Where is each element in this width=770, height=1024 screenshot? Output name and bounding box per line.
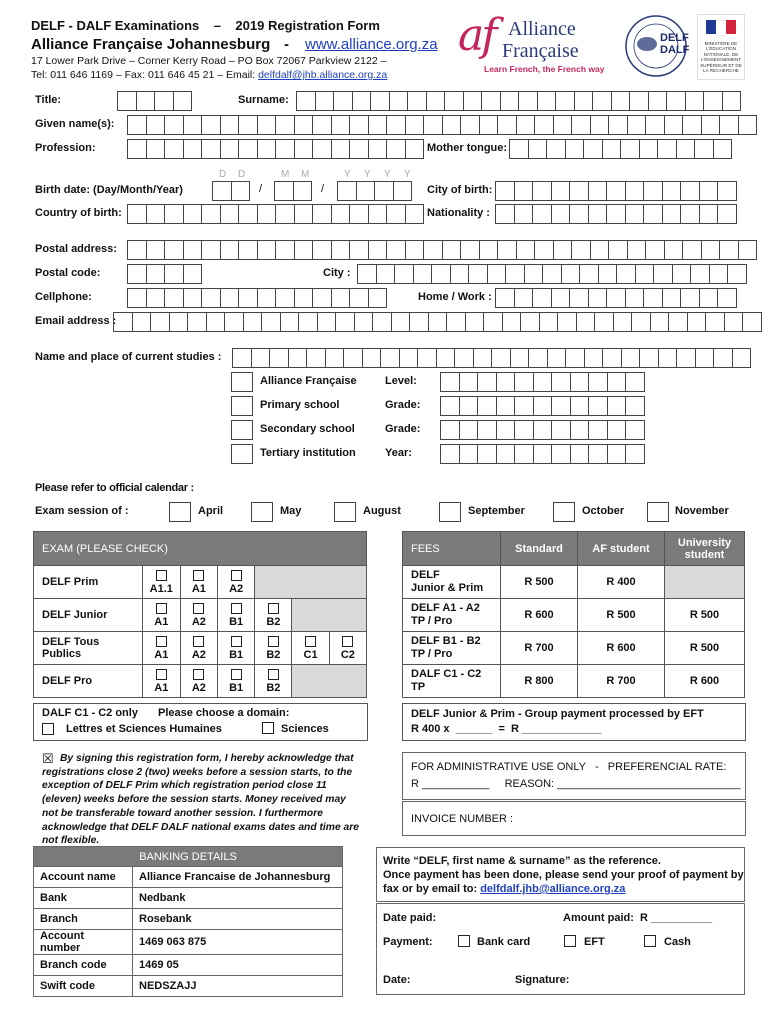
study-secondary-grade-boxes[interactable] <box>440 420 645 439</box>
checkbox-icon[interactable] <box>342 636 353 647</box>
exam-row-label: DELF Tous Publics <box>34 632 143 665</box>
fees-row-label: DELF A1 - A2 TP / Pro <box>403 599 501 632</box>
bank-row <box>34 955 343 976</box>
postal-address-label: Postal address: <box>35 243 117 255</box>
level-label: C2 <box>340 649 355 661</box>
home-work-label: Home / Work : <box>418 291 492 303</box>
level-label: A2 <box>191 649 206 661</box>
study-secondary-grade-label: Grade: <box>385 423 421 435</box>
cellphone-boxes[interactable] <box>127 288 387 307</box>
study-af-level-boxes[interactable] <box>440 372 645 391</box>
domain-lettres-label: Lettres et Sciences Humaines <box>66 723 222 735</box>
exam-pro-b1-cell[interactable] <box>218 665 255 698</box>
exam-na-cell <box>255 566 367 599</box>
session-november-label: November <box>675 505 729 517</box>
title-boxes[interactable] <box>117 91 192 110</box>
level-label: A1 <box>154 649 169 661</box>
fees-header-standard: Standard <box>501 532 578 566</box>
exam-junior-b2-cell[interactable] <box>255 599 292 632</box>
bank-row <box>34 888 343 909</box>
domain-prompt: Please choose a domain: <box>158 707 290 719</box>
level-label: A1 <box>154 616 169 628</box>
bank-key: Branch <box>34 909 133 930</box>
session-november-checkbox[interactable] <box>647 502 669 522</box>
delf-seal-text-2: DALF <box>660 44 690 56</box>
mother-tongue-label: Mother tongue: <box>427 142 508 154</box>
month-hint-2: M <box>301 169 310 180</box>
checkbox-icon[interactable] <box>193 570 204 581</box>
exam-pro-a1-cell[interactable] <box>142 665 180 698</box>
level-label: B1 <box>229 649 244 661</box>
level-label: A2 <box>191 616 206 628</box>
city-boxes[interactable] <box>357 264 747 283</box>
study-secondary-checkbox[interactable] <box>231 420 253 440</box>
domain-lettres-checkbox[interactable] <box>42 723 54 735</box>
group-note-2: R 400 x ______ = R _____________ <box>411 723 602 735</box>
study-tertiary-year-boxes[interactable] <box>440 444 645 463</box>
admin-line-1: FOR ADMINISTRATIVE USE ONLY - PREFERENCIAL RATE: <box>411 761 727 773</box>
checkbox-icon[interactable] <box>305 636 316 647</box>
session-august-label: August <box>363 505 401 517</box>
exam-tp-b1-cell[interactable] <box>218 632 255 665</box>
exam-row-junior <box>34 599 367 632</box>
signature-label: Signature: <box>515 974 570 986</box>
exam-row-label: DELF Pro <box>34 665 143 698</box>
city-label: City : <box>323 267 351 279</box>
pay-eft-checkbox[interactable] <box>564 935 576 947</box>
email-boxes[interactable] <box>113 312 762 331</box>
payment-box <box>376 903 745 995</box>
level-label: B2 <box>266 682 281 694</box>
surname-label: Surname: <box>238 94 289 106</box>
reference-email-link[interactable]: delfdalf.jhb@alliance.org.za <box>480 883 626 895</box>
exam-table-header: EXAM (PLEASE CHECK) <box>34 532 367 566</box>
form-title: DELF - DALF Examinations – 2019 Registration Form <box>31 18 380 33</box>
bank-value: Alliance Francaise de Johannesburg <box>133 867 343 888</box>
profession-boxes[interactable] <box>127 139 424 158</box>
ack-checkbox-checked-icon[interactable]: ☒ <box>42 751 54 766</box>
checkbox-icon[interactable] <box>231 570 242 581</box>
nationality-boxes[interactable] <box>495 204 737 223</box>
exam-prim-a1-cell[interactable] <box>180 566 217 599</box>
af-name-1: Alliance <box>508 18 576 40</box>
study-tertiary-label: Tertiary institution <box>260 447 356 459</box>
surname-boxes[interactable] <box>296 91 741 110</box>
fees-uni: R 600 <box>665 665 745 698</box>
day-hint-1: D <box>219 169 227 180</box>
fees-header-af: AF student <box>578 532 665 566</box>
email-label: Email address : <box>35 315 117 327</box>
fees-standard: R 700 <box>501 632 578 665</box>
city-of-birth-label: City of birth: <box>427 184 493 196</box>
country-of-birth-boxes[interactable] <box>127 204 424 223</box>
level-label: C1 <box>303 649 318 661</box>
contact-email-link[interactable]: delfdalf@jhb.alliance.org.za <box>258 69 388 81</box>
bank-row <box>34 909 343 930</box>
exam-tp-c2-cell[interactable] <box>329 632 366 665</box>
checkbox-icon[interactable] <box>231 636 242 647</box>
republique-francaise-icon <box>697 14 745 80</box>
exam-tp-b2-cell[interactable] <box>255 632 292 665</box>
study-primary-checkbox[interactable] <box>231 396 253 416</box>
checkbox-icon[interactable] <box>156 570 167 581</box>
month-hint-1: M <box>281 169 290 180</box>
date-label: Date: <box>383 974 411 986</box>
country-of-birth-label: Country of birth: <box>35 207 122 219</box>
pay-bank-card-checkbox[interactable] <box>458 935 470 947</box>
fees-uni: R 500 <box>665 599 745 632</box>
study-af-label: Alliance Française <box>260 375 357 387</box>
bank-key: Swift code <box>34 976 133 997</box>
exam-row-label: DELF Prim <box>34 566 143 599</box>
exam-session-label: Exam session of : <box>35 505 129 517</box>
session-april-label: April <box>198 505 224 517</box>
exam-junior-a1-cell[interactable] <box>142 599 180 632</box>
study-primary-grade-boxes[interactable] <box>440 396 645 415</box>
af-tagline: Learn French, the French way <box>484 64 605 74</box>
address-line: 17 Lower Park Drive – Corner Kerry Road – PO Box 72067 Parkview 2122 – <box>31 55 387 67</box>
exam-na-cell <box>292 665 367 698</box>
exam-junior-b1-cell[interactable] <box>218 599 255 632</box>
checkbox-icon[interactable] <box>193 603 204 614</box>
bank-value: NEDSZAJJ <box>133 976 343 997</box>
mother-tongue-boxes[interactable] <box>509 139 732 158</box>
date-paid-label: Date paid: <box>383 912 437 924</box>
fees-row-label: DELF B1 - B2 TP / Pro <box>403 632 501 665</box>
exam-pro-b2-cell[interactable] <box>255 665 292 698</box>
checkbox-icon[interactable] <box>231 603 242 614</box>
session-april-checkbox[interactable] <box>169 502 191 522</box>
bank-row <box>34 867 343 888</box>
session-october-label: October <box>582 505 625 517</box>
level-label: A1.1 <box>149 583 173 595</box>
fees-header-uni: University student <box>665 532 745 566</box>
website-link[interactable]: www.alliance.org.za <box>305 36 438 53</box>
study-tertiary-checkbox[interactable] <box>231 444 253 464</box>
exam-prim-a11-cell[interactable] <box>142 566 180 599</box>
fees-row <box>403 665 745 698</box>
payment-label: Payment: <box>383 936 433 948</box>
birth-date-label: Birth date: (Day/Month/Year) <box>35 184 183 196</box>
session-september-checkbox[interactable] <box>439 502 461 522</box>
checkbox-icon[interactable] <box>193 669 204 680</box>
reference-line-1: Write “DELF, first name & surname” as the reference. <box>383 855 661 867</box>
fees-row <box>403 566 745 599</box>
invoice-label: INVOICE NUMBER : <box>411 813 514 825</box>
profession-label: Profession: <box>35 142 96 154</box>
checkbox-icon[interactable] <box>193 636 204 647</box>
exam-row-pro <box>34 665 367 698</box>
exam-row-tous-publics <box>34 632 367 665</box>
reference-line-2: Once payment has been done, please send your proof of payment by <box>383 869 744 881</box>
domain-sciences-checkbox[interactable] <box>262 722 274 734</box>
postal-address-boxes[interactable] <box>127 240 757 259</box>
header-dash: - <box>284 36 289 53</box>
pay-bank-card-label: Bank card <box>477 936 531 948</box>
checkbox-icon[interactable] <box>268 669 279 680</box>
year-hint-2: Y <box>364 169 371 180</box>
level-label: A1 <box>191 583 206 595</box>
fees-af: R 700 <box>578 665 665 698</box>
fees-standard: R 600 <box>501 599 578 632</box>
domain-sciences-label: Sciences <box>281 723 329 735</box>
given-names-boxes[interactable] <box>127 115 757 134</box>
exam-tp-c1-cell[interactable] <box>292 632 329 665</box>
admin-box <box>402 752 746 800</box>
fees-row-label: DELF Junior & Prim <box>403 566 501 599</box>
birth-year-boxes[interactable] <box>337 181 412 200</box>
session-october-checkbox[interactable] <box>553 502 575 522</box>
level-label: B1 <box>229 682 244 694</box>
birth-day-boxes[interactable] <box>212 181 250 200</box>
date-slash-1: / <box>259 183 263 195</box>
exam-row-prim <box>34 566 367 599</box>
current-studies-label: Name and place of current studies : <box>35 351 222 363</box>
af-logo-icon <box>458 10 606 76</box>
checkbox-icon[interactable] <box>231 669 242 680</box>
af-name-2: Française <box>502 40 579 62</box>
birth-month-boxes[interactable] <box>274 181 312 200</box>
study-tertiary-year-label: Year: <box>385 447 412 459</box>
exam-tp-a2-cell[interactable] <box>180 632 217 665</box>
fees-row <box>403 599 745 632</box>
level-label: B2 <box>266 649 281 661</box>
bank-key: Account number <box>34 930 133 955</box>
bank-value: Rosebank <box>133 909 343 930</box>
fees-header: FEES <box>403 532 501 566</box>
reference-box <box>376 847 745 902</box>
checkbox-icon[interactable] <box>156 669 167 680</box>
bank-key: Account name <box>34 867 133 888</box>
postal-code-label: Postal code: <box>35 267 101 279</box>
session-may-label: May <box>280 505 302 517</box>
af-mark: af <box>458 10 495 61</box>
pay-cash-label: Cash <box>664 936 691 948</box>
bank-key: Bank <box>34 888 133 909</box>
study-secondary-label: Secondary school <box>260 423 355 435</box>
checkbox-icon[interactable] <box>268 636 279 647</box>
invoice-box <box>402 801 746 836</box>
year-hint-1: Y <box>344 169 351 180</box>
fees-standard: R 500 <box>501 566 578 599</box>
acknowledgement-text: By signing this registration form, I hereby acknowledge that registrations close 2 (two) weeks before a session starts, to the exception of DELF Prim which registration period close 11 (eleven) weeks before the session starts. Money received may not be transferable toward another session. I furthermore acknowledge that DELF DALF national exams dates and time are not flexible. <box>42 753 359 847</box>
french-flag-icon <box>706 20 736 34</box>
session-may-checkbox[interactable] <box>251 502 273 522</box>
bank-value: 1469 05 <box>133 955 343 976</box>
fees-uni <box>665 566 745 599</box>
fees-row <box>403 632 745 665</box>
study-af-level-label: Level: <box>385 375 417 387</box>
level-label: B2 <box>266 616 281 628</box>
bank-value: 1469 063 875 <box>133 930 343 955</box>
admin-line-2: R ___________ REASON: ______________________________ <box>411 778 741 790</box>
day-hint-2: D <box>238 169 246 180</box>
fees-table <box>402 531 745 698</box>
delf-dalf-seal-icon <box>620 14 692 78</box>
session-august-checkbox[interactable] <box>334 502 356 522</box>
study-af-checkbox[interactable] <box>231 372 253 392</box>
current-studies-boxes[interactable] <box>232 348 751 367</box>
level-label: B1 <box>229 616 244 628</box>
date-slash-2: / <box>321 183 325 195</box>
nationality-label: Nationality : <box>427 207 490 219</box>
fees-af: R 500 <box>578 599 665 632</box>
checkbox-icon[interactable] <box>156 603 167 614</box>
banking-header: BANKING DETAILS <box>34 847 343 867</box>
level-label: A1 <box>154 682 169 694</box>
fees-uni: R 500 <box>665 632 745 665</box>
group-payment-box <box>402 703 746 741</box>
reference-line-3 <box>383 883 625 895</box>
postal-code-boxes[interactable] <box>127 264 202 283</box>
banking-table <box>33 846 343 997</box>
home-work-boxes[interactable] <box>495 288 737 307</box>
reference-line-3-text: fax or by email to: <box>383 883 481 895</box>
exam-row-label: DELF Junior <box>34 599 143 632</box>
given-names-label: Given name(s): <box>35 118 115 130</box>
study-primary-label: Primary school <box>260 399 340 411</box>
city-of-birth-boxes[interactable] <box>495 181 737 200</box>
year-hint-4: Y <box>404 169 411 180</box>
dalf-domain-box <box>33 703 368 741</box>
cellphone-label: Cellphone: <box>35 291 92 303</box>
exam-tp-a1-cell[interactable] <box>142 632 180 665</box>
fees-af: R 400 <box>578 566 665 599</box>
ministry-text: MINISTÈRE DE L'ÉDUCATION NATIONALE, DE L'ENSEIGNEMENT SUPÉRIEUR ET DE LA RECHERCHE <box>700 41 742 74</box>
level-label: A2 <box>191 682 206 694</box>
fees-standard: R 800 <box>501 665 578 698</box>
dalf-note: DALF C1 - C2 only <box>42 707 138 719</box>
fees-row-label: DALF C1 - C2 TP <box>403 665 501 698</box>
delf-seal-text-1: DELF <box>660 32 689 44</box>
calendar-note: Please refer to official calendar : <box>35 482 194 494</box>
exam-junior-a2-cell[interactable] <box>180 599 217 632</box>
checkbox-icon[interactable] <box>268 603 279 614</box>
exam-table <box>33 531 367 698</box>
level-label: A2 <box>229 583 244 595</box>
session-september-label: September <box>468 505 525 517</box>
group-note-1: DELF Junior & Prim - Group payment processed by EFT <box>411 708 704 720</box>
org-name: Alliance Française Johannesburg <box>31 36 271 53</box>
bank-row <box>34 930 343 955</box>
exam-prim-a2-cell[interactable] <box>218 566 255 599</box>
pay-cash-checkbox[interactable] <box>644 935 656 947</box>
bank-key: Branch code <box>34 955 133 976</box>
exam-na-cell <box>292 599 367 632</box>
title-label: Title: <box>35 94 62 106</box>
exam-pro-a2-cell[interactable] <box>180 665 217 698</box>
contact-text: Tel: 011 646 1169 – Fax: 011 646 45 21 – Email: <box>31 69 259 81</box>
fees-header-row <box>403 532 745 566</box>
year-hint-3: Y <box>384 169 391 180</box>
contact-line <box>31 69 387 81</box>
pay-eft-label: EFT <box>584 936 605 948</box>
study-primary-grade-label: Grade: <box>385 399 421 411</box>
checkbox-icon[interactable] <box>156 636 167 647</box>
bank-value: Nedbank <box>133 888 343 909</box>
bank-row <box>34 976 343 997</box>
fees-af: R 600 <box>578 632 665 665</box>
amount-paid-label: Amount paid: R __________ <box>563 912 713 924</box>
